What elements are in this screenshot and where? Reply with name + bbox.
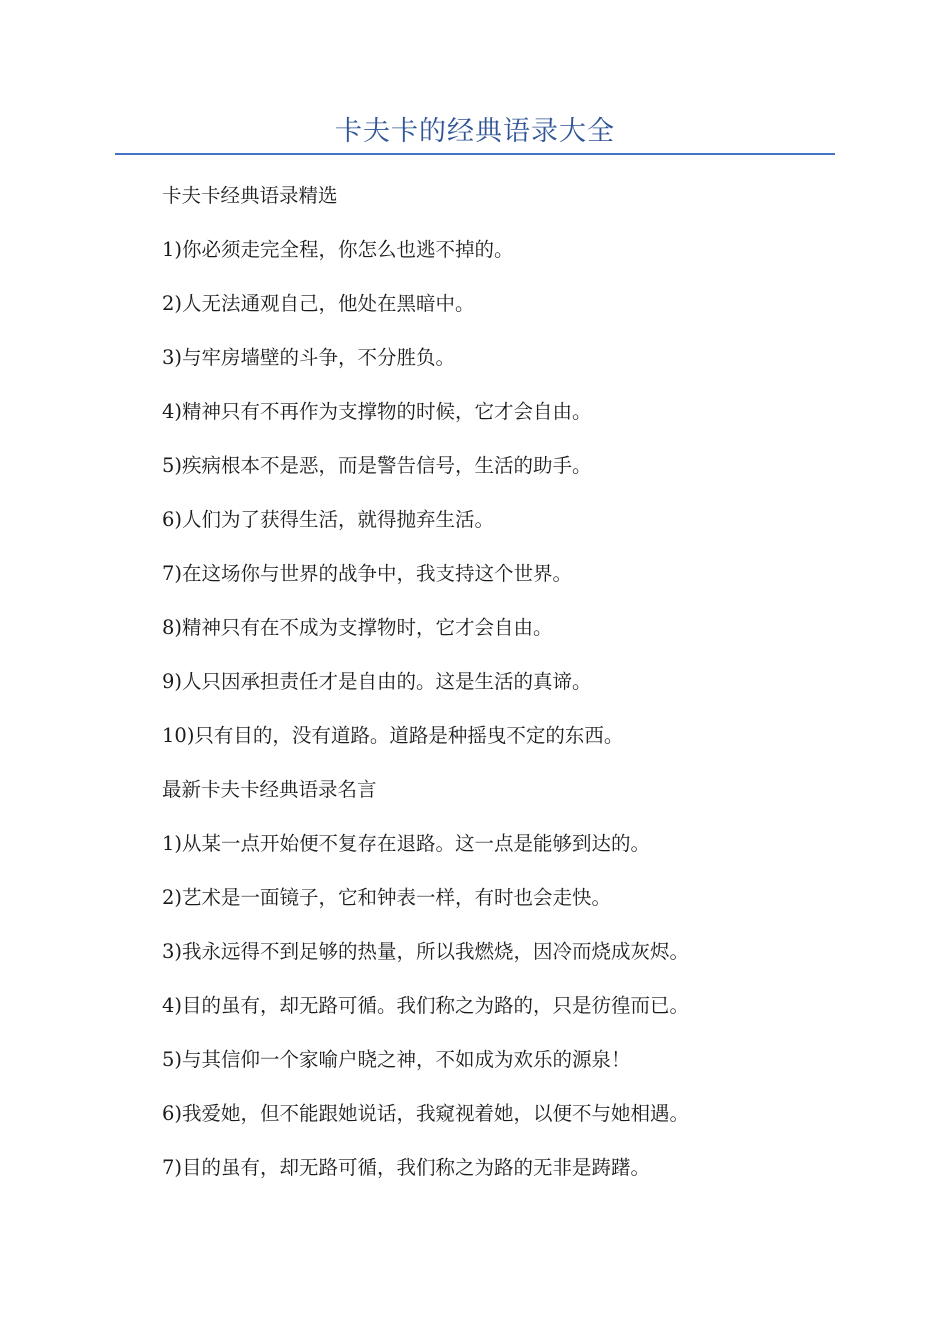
quote-line: 6)我爱她，但不能跟她说话，我窥视着她，以便不与她相遇。 [162,1102,690,1125]
quote-line: 5)与其信仰一个家喻户晓之神，不如成为欢乐的源泉！ [162,1048,631,1071]
quote-line: 9)人只因承担责任才是自由的。这是生活的真谛。 [162,670,592,693]
quote-line: 10)只有目的，没有道路。道路是种摇曳不定的东西。 [162,724,624,747]
quote-line: 1)从某一点开始便不复存在退路。这一点是能够到达的。 [162,832,651,855]
quote-line: 8)精神只有在不成为支撑物时，它才会自由。 [162,616,553,639]
quote-line: 2)艺术是一面镜子，它和钟表一样，有时也会走快。 [162,886,612,909]
section-heading-selected-quotes: 卡夫卡经典语录精选 [162,184,338,207]
quote-line: 3)我永远得不到足够的热量，所以我燃烧，因冷而烧成灰烬。 [162,940,690,963]
quote-line: 7)目的虽有，却无路可循，我们称之为路的无非是踌躇。 [162,1156,651,1179]
document-body [162,178,862,1204]
quote-line: 4)目的虽有，却无路可循。我们称之为路的，只是彷徨而已。 [162,994,690,1017]
document-title: 卡夫卡的经典语录大全 [335,116,615,147]
quote-line: 1)你必须走完全程，你怎么也逃不掉的。 [162,238,514,261]
title-underline [115,153,835,155]
quote-line: 2)人无法通观自己，他处在黑暗中。 [162,292,475,315]
quote-line: 6)人们为了获得生活，就得抛弃生活。 [162,508,495,531]
quote-line: 3)与牢房墙壁的斗争，不分胜负。 [162,346,456,369]
section-heading-latest-quotes: 最新卡夫卡经典语录名言 [162,778,377,801]
quote-line: 7)在这场你与世界的战争中，我支持这个世界。 [162,562,573,585]
quote-line: 4)精神只有不再作为支撑物的时候，它才会自由。 [162,400,592,423]
quote-line: 5)疾病根本不是恶，而是警告信号，生活的助手。 [162,454,592,477]
